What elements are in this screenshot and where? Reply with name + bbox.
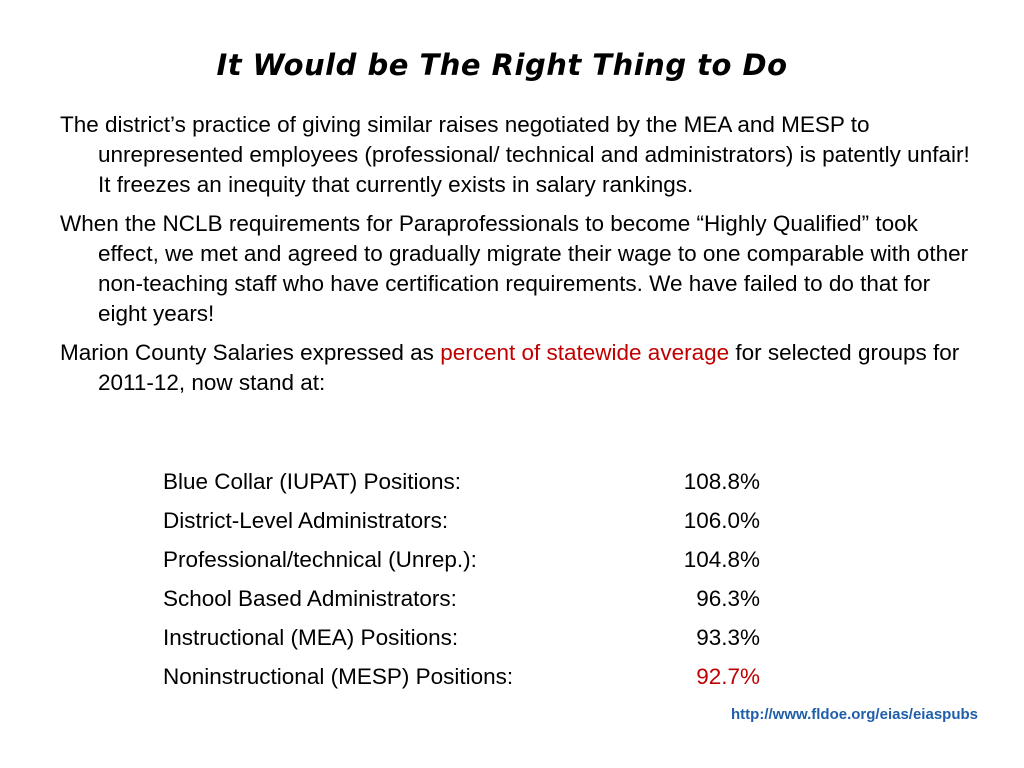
salary-row-label: Professional/technical (Unrep.): — [163, 547, 477, 572]
paragraph-unfair-raises: The district’s practice of giving similar raises negotiated by the MEA and MESP to unrepresented employees (professional/ technical and administrators) is patently unfair! It freezes an inequity that currently exists in salary rankings. — [60, 112, 970, 197]
paragraph-intro-text: Marion County Salaries expressed as — [60, 340, 441, 365]
salary-table — [163, 462, 783, 696]
salary-row-blue-collar — [163, 462, 783, 501]
salary-row-label: District-Level Administrators: — [163, 508, 449, 533]
salary-row-value: 104.8% — [683, 547, 760, 572]
slide-title: It Would be The Right Thing to Do — [216, 48, 788, 82]
slide-body — [60, 110, 980, 407]
salary-row-value-highlighted: 92.7% — [696, 664, 760, 689]
salary-row-professional-technical — [163, 540, 783, 579]
salary-row-value: 106.0% — [683, 508, 760, 533]
salary-row-instructional — [163, 618, 783, 657]
source-link[interactable]: http://www.fldoe.org/eias/eiaspubs — [731, 706, 978, 723]
salary-row-label: Instructional (MEA) Positions: — [163, 625, 459, 650]
salary-row-value: 93.3% — [696, 625, 760, 650]
paragraph-nclb-paraprofessionals: When the NCLB requirements for Paraprofessionals to become “Highly Qualified” took effect, we met and agreed to gradually migrate their wage to one comparable with other non-teaching staff who have certification requirements. We have failed to do that for eight years! — [60, 211, 969, 326]
statewide-average-highlight: percent of statewide average — [440, 340, 730, 365]
paragraph-marion-salaries — [60, 338, 980, 398]
salary-row-label: Blue Collar (IUPAT) Positions: — [163, 469, 462, 494]
salary-row-label: School Based Administrators: — [163, 586, 457, 611]
salary-row-value: 108.8% — [683, 469, 760, 494]
salary-row-district-admin — [163, 501, 783, 540]
salary-row-school-admin — [163, 579, 783, 618]
salary-row-noninstructional — [163, 657, 783, 696]
salary-row-value: 96.3% — [696, 586, 760, 611]
salary-row-label: Noninstructional (MESP) Positions: — [163, 664, 514, 689]
paragraph-outro-text: for selected groups for 2011-12, now stand at: — [98, 340, 960, 395]
